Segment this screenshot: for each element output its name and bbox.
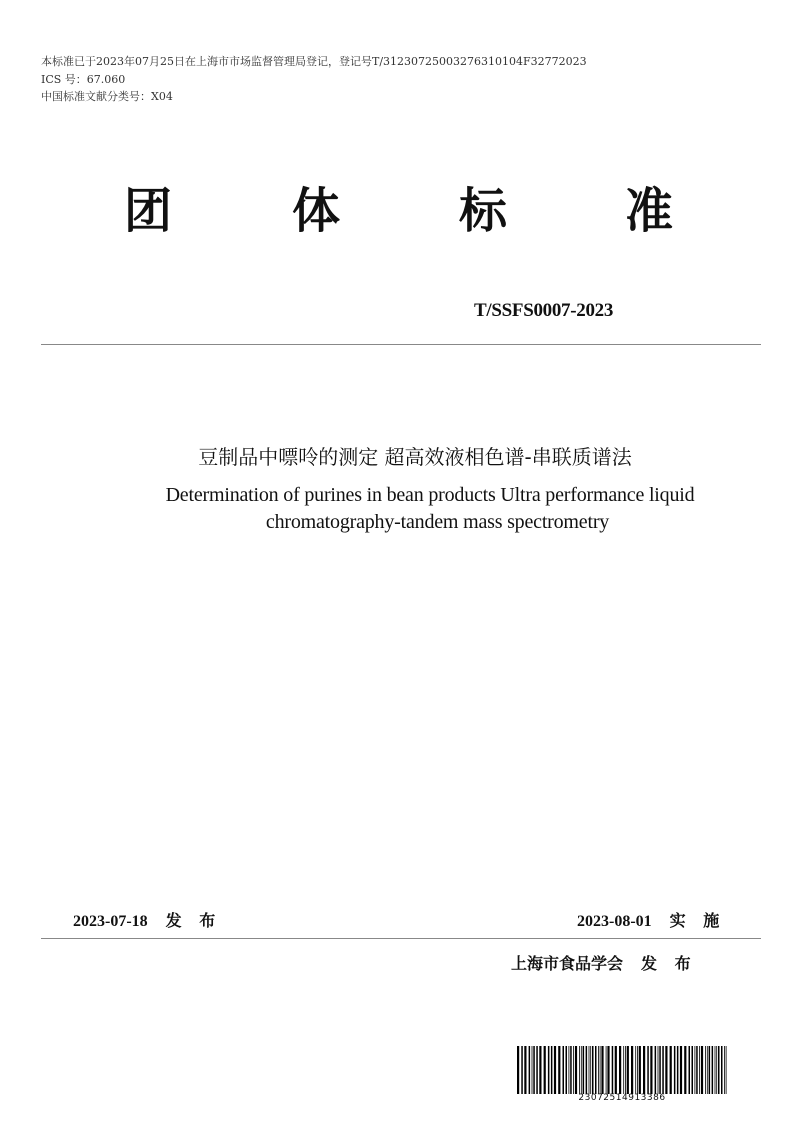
barcode-bar xyxy=(718,1046,720,1094)
barcode-bar xyxy=(536,1046,538,1094)
publisher-row xyxy=(511,951,697,974)
barcode-bar xyxy=(716,1046,717,1094)
barcode-bar xyxy=(627,1046,629,1094)
barcode-bar xyxy=(665,1046,667,1094)
ics-number: ICS 号：67.060 xyxy=(41,73,126,86)
barcode-bar xyxy=(701,1046,703,1094)
barcode-bar xyxy=(533,1046,535,1094)
barcode-bar xyxy=(600,1046,601,1094)
ccs-classification: 中国标准文献分类号：X04 xyxy=(41,90,173,103)
barcode-bar xyxy=(643,1046,645,1094)
publisher-label: 发 布 xyxy=(641,954,697,973)
barcode-bar xyxy=(650,1046,652,1094)
barcode-bar xyxy=(639,1046,641,1094)
barcode-bar xyxy=(615,1046,617,1094)
barcode-bar xyxy=(558,1046,560,1094)
barcode-bar xyxy=(521,1046,523,1094)
barcode-bar xyxy=(689,1046,691,1094)
barcode-bar xyxy=(598,1046,599,1094)
barcode-bar xyxy=(677,1046,679,1094)
title-char: 体 xyxy=(292,183,341,239)
barcode-bar xyxy=(655,1046,657,1094)
barcode-bar xyxy=(715,1046,716,1094)
barcode-bar xyxy=(705,1046,706,1094)
title-char: 准 xyxy=(625,183,674,239)
barcode-bar xyxy=(532,1046,533,1094)
barcode-bar xyxy=(544,1046,546,1094)
barcode-bar xyxy=(583,1046,585,1094)
barcode-bar xyxy=(554,1046,556,1094)
barcode-bar xyxy=(548,1046,550,1094)
barcode-bar xyxy=(674,1046,676,1094)
barcode-bar xyxy=(563,1046,565,1094)
barcode-bar xyxy=(539,1046,541,1094)
title-english-line-2: chromatography-tandem mass spectrometry xyxy=(265,511,610,533)
barcode-bar xyxy=(684,1046,686,1094)
issue-date-row xyxy=(73,908,221,931)
implementation-label: 实 施 xyxy=(669,911,726,930)
barcode-bar xyxy=(551,1046,553,1094)
barcode-bar xyxy=(573,1046,574,1094)
barcode-bar xyxy=(658,1046,659,1094)
barcode-bar xyxy=(601,1046,603,1094)
divider-top xyxy=(41,344,761,345)
barcode-bar xyxy=(662,1046,664,1094)
divider-bottom xyxy=(41,938,761,939)
barcode-bar xyxy=(581,1046,582,1094)
barcode-bar xyxy=(696,1046,698,1094)
barcode-bar xyxy=(570,1046,572,1094)
barcode-bar xyxy=(595,1046,597,1094)
barcode-bar xyxy=(606,1046,607,1094)
barcode-bar xyxy=(712,1046,714,1094)
barcode-bar xyxy=(635,1046,636,1094)
barcode-bar xyxy=(680,1046,682,1094)
barcode-bar xyxy=(695,1046,696,1094)
barcode-number: 23072514913386 xyxy=(578,1093,666,1103)
barcode-bar xyxy=(707,1046,708,1094)
implementation-date-row xyxy=(577,908,725,931)
barcode-bar xyxy=(726,1046,727,1094)
barcode-bar xyxy=(566,1046,568,1094)
barcode-bar xyxy=(586,1046,588,1094)
barcode-bar xyxy=(724,1046,725,1094)
barcode-bar xyxy=(631,1046,633,1094)
issue-date: 2023-07-18 xyxy=(73,913,148,930)
barcode-bar xyxy=(579,1046,580,1094)
barcode-bar xyxy=(607,1046,609,1094)
barcode-bar xyxy=(709,1046,711,1094)
publisher-name: 上海市食品学会 xyxy=(511,954,624,973)
barcode xyxy=(515,1046,729,1106)
barcode-bar xyxy=(623,1046,624,1094)
standard-code: T/SSFS0007-2023 xyxy=(474,300,614,321)
title-english-line-1: Determination of purines in bean products Ultra performance liquid xyxy=(165,484,695,506)
barcode-bar xyxy=(619,1046,621,1094)
barcode-bar xyxy=(670,1046,672,1094)
barcode-bar xyxy=(589,1046,590,1094)
barcode-bar xyxy=(659,1046,661,1094)
barcode-bar xyxy=(625,1046,626,1094)
barcode-bar xyxy=(721,1046,723,1094)
barcode-bar xyxy=(590,1046,591,1094)
barcode-bar xyxy=(692,1046,694,1094)
barcode-bar xyxy=(647,1046,649,1094)
title-char: 标 xyxy=(459,183,508,239)
title-char: 团 xyxy=(124,183,173,239)
implementation-date: 2023-08-01 xyxy=(577,913,652,930)
title-chinese: 豆制品中嘌呤的测定 超高效液相色谱-串联质谱法 xyxy=(198,445,632,469)
barcode-bar xyxy=(612,1046,614,1094)
barcode-bars-icon xyxy=(515,1046,729,1094)
barcode-bar xyxy=(517,1046,519,1094)
barcode-bar xyxy=(637,1046,638,1094)
barcode-bar xyxy=(524,1046,526,1094)
issue-label: 发 布 xyxy=(165,911,222,930)
document-type-title xyxy=(0,183,800,243)
registration-note: 本标准已于2023年07月25日在上海市市场监督管理局登记，登记号T/31230725003276310104F32772023 xyxy=(41,55,587,68)
barcode-bar xyxy=(529,1046,531,1094)
barcode-bar xyxy=(699,1046,700,1094)
barcode-bar xyxy=(575,1046,577,1094)
barcode-bar xyxy=(592,1046,594,1094)
barcode-bar xyxy=(569,1046,570,1094)
